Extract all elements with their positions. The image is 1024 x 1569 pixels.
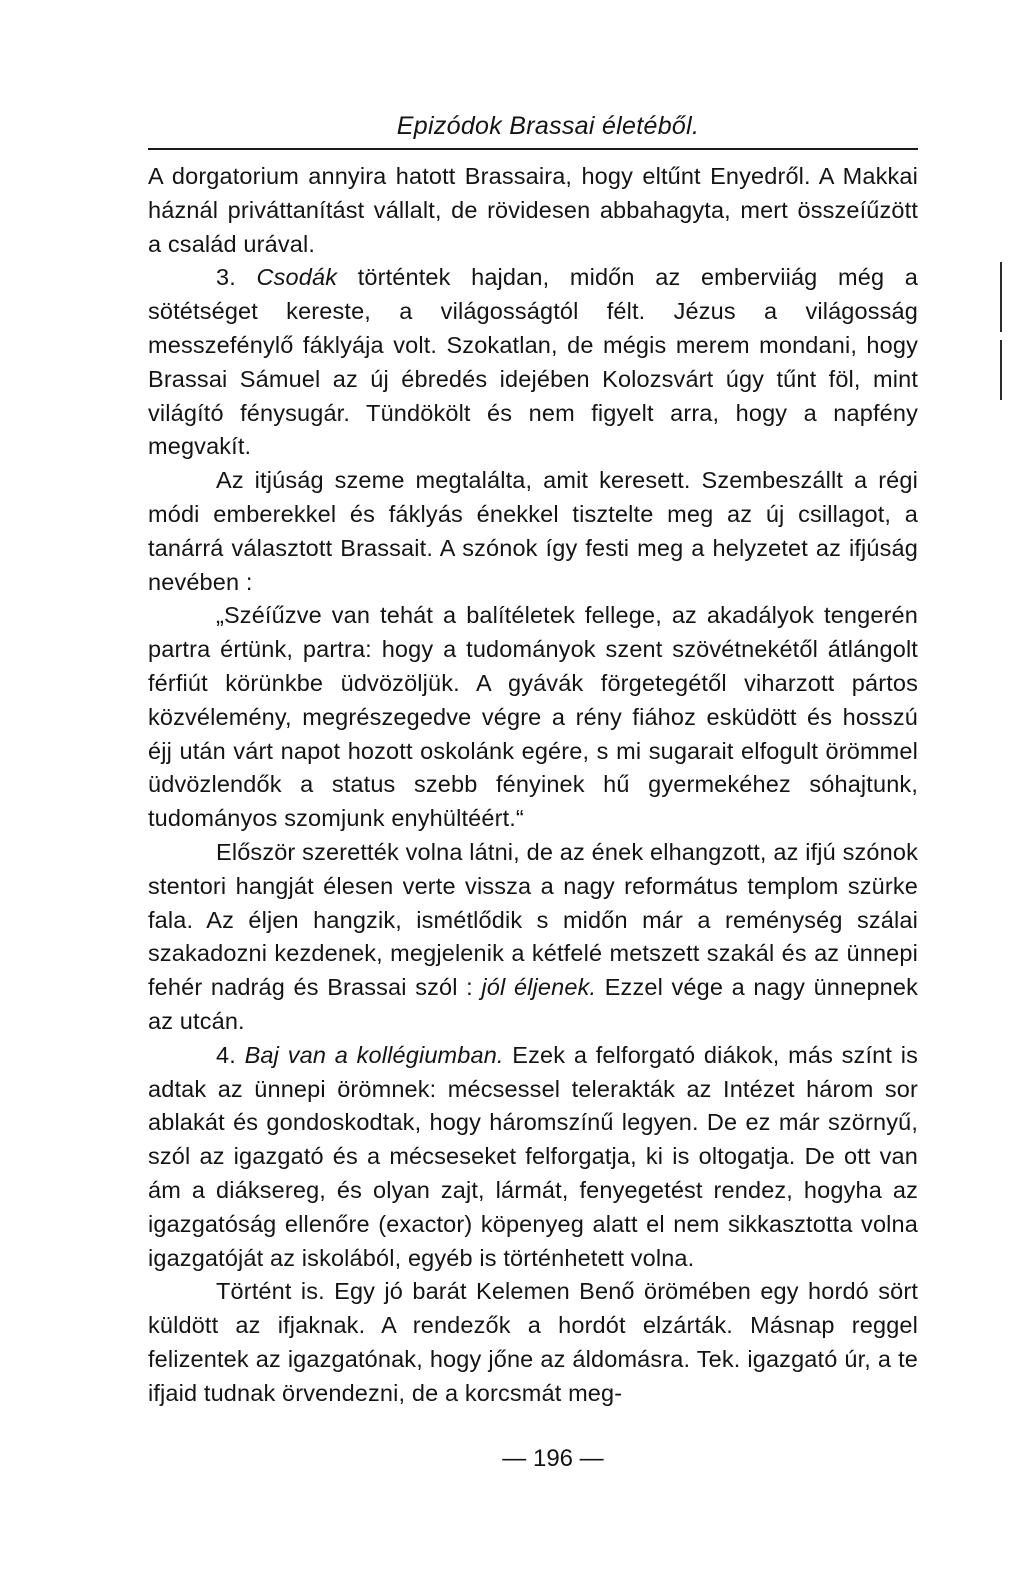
margin-line-mark xyxy=(1000,262,1002,332)
section-number-4: 4. xyxy=(216,1041,245,1068)
paragraph-6 xyxy=(148,1039,918,1276)
section-title-csodak: Csodák xyxy=(256,264,338,291)
margin-line-mark xyxy=(1000,340,1002,400)
header-rule xyxy=(148,148,918,150)
section-number-3: 3. xyxy=(216,264,257,291)
paragraph-3: Az itjúság szeme megtalálta, amit keresett. Szembeszállt a régi módi emberekkel és fáklyás énekkel tisztelte meg az új csillagot, a tanárrá választott Brassait. A szónok így festi meg a helyzetet az ifjúság nevében : xyxy=(148,467,918,595)
body-text xyxy=(148,160,918,1410)
paragraph-2 xyxy=(148,261,918,464)
paragraph-5-text-b: Ezzel vége a nagy ünnepnek az utcán. xyxy=(148,974,918,1034)
running-title: Epizódok Brassai életéből. xyxy=(396,112,700,140)
paragraph-2-text: történtek hajdan, midőn az emberviiág még a sötétséget kereste, a világosságtól félt. Jézus a világosság messzefénylő fáklyája volt. Szokatlan, de mégis merem mondani, hogy Brassai Sámuel az új ébredés idejében Kolozsvárt úgy tűnt föl, mint világító fénysugár. Tündökölt és nem figyelt arra, hogy a napfény megvakít. xyxy=(148,264,918,460)
paragraph-7: Történt is. Egy jó barát Kelemen Benő örömében egy hordó sört küldött az ifjaknak. A rendezők a hordót elzárták. Másnap reggel felizentek az igazgatónak, hogy jőne az áldomásra. Tek. igazgató úr, a te ifjaid tudnak örvendezni, de a korcsmát meg- xyxy=(148,1278,918,1406)
speech-quote: „Széíűzve van tehát a balítéletek fellege, az akadályok tengerén partra értünk, partra: hogy a tudományok szent szövétnekétől átlángolt férfiút körünkbe üdvözöljük. A gyávák förgetegétől viharzott pártos közvélemény, megrészegedve végre a rény fiához esküdött és hosszú éjj után várt napot hozott oskolánk egére, s mi sugarait elfogult örömmel üdvözlendők a status szebb fényinek hű gyermekéhez sóhajtunk, tudományos szomjunk enyhültéért.“ xyxy=(148,602,918,832)
quoted-phrase: jól éljenek. xyxy=(481,974,597,1001)
paragraph-5 xyxy=(148,836,918,1039)
section-title-kollegium: Baj van a kollégiumban. xyxy=(244,1041,504,1068)
paragraph-5-text-a: Először szerették volna látni, de az ének elhangzott, az ifjú szónok stentori hangját élesen verte vissza a nagy református templom szürke fala. Az éljen hangzik, ismétlődik s midőn már a reménység szálai szakadozni kezdenek, megjelenik a kétfelé metszett szakál és az ünnepi fehér nadrág és Brassai szól : xyxy=(148,838,918,1001)
paragraph-1: A dorgatorium annyira hatott Brassaira, hogy eltűnt Enyedről. A Makkai háznál priváttanítást vállalt, de rövidesen abbahagyta, mert összeíűzött a család urával. xyxy=(148,163,918,257)
page-number: — 196 — xyxy=(502,1445,604,1472)
paragraph-6-text: Ezek a felforgató diákok, más színt is adtak az ünnepi örömnek: mécsessel telerakták az Intézet három sor ablakát és gondoskodtak, hogy háromszínű legyen. De ez már szörnyű, szól az igazgató és a mécseseket felforgatja, ki is oltogatja. De ott van ám a diáksereg, és olyan zajt, lármát, fenyegetést rendez, hogyha az igazgatóság ellenőre (exactor) köpenyeg alatt el nem sikkasztotta volna igazgatóját az iskolából, egyéb is történhetett volna. xyxy=(148,1041,918,1271)
